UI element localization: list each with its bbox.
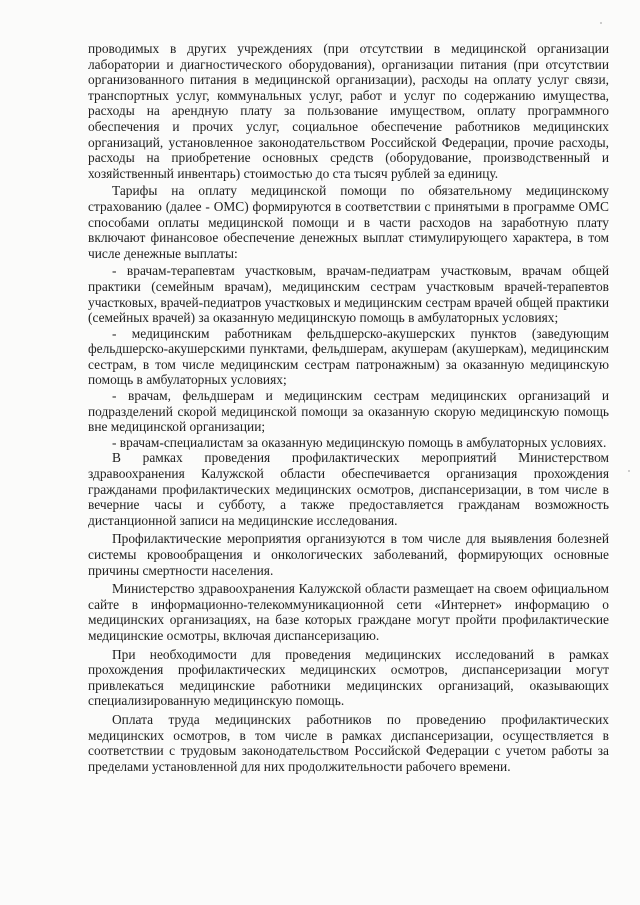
paragraph-ministry-website: Министерство здравоохранения Калужской области размещает на своем официальном сайте в информационно-телекоммуникационной сети «Интернет» информацию о медицинских организациях, на базе которых граждане могут пройти профилактические медицинские осмотры, включая диспансеризацию. — [88, 581, 609, 643]
paragraph-preventive-measures: В рамках проведения профилактических мероприятий Министерством здравоохранения Калужской области обеспечивается организация прохождения гражданами профилактических медицинских осмотров, диспансеризации, в том числе в вечерние часы и субботу, а также предоставляется гражданам возможность дистанционной записи на медицинские исследования. — [88, 450, 609, 528]
scan-speck — [600, 22, 602, 24]
list-item-feldsher-points: - медицинским работникам фельдшерско-акушерских пунктов (заведующим фельдшерско-акушерскими пунктами, фельдшерам, акушерам (акушеркам), медицинским сестрам, в том числе медицинским сестрам патронажным) за оказанную медицинскую помощь в амбулаторных условиях; — [88, 325, 609, 388]
paragraph-preventive-purpose: Профилактические мероприятия организуются в том числе для выявления болезней системы кровообращения и онкологических заболеваний, формирующих основные причины смертности населения. — [88, 531, 609, 578]
document-body — [88, 41, 609, 774]
list-item-district-doctors: - врачам-терапевтам участковым, врачам-педиатрам участковым, врачам общей практики (семейным врачам), медицинским сестрам участковым врачей-терапевтов участковых, врачей-педиатров участковых и медицинским сестрам врачей общей практики (семейных врачей) за оказанную медицинскую помощь в амбулаторных условиях; — [88, 263, 609, 326]
paragraph-payment-of-labor: Оплата труда медицинских работников по проведению профилактических медицинских осмотров, в том числе в рамках диспансеризации, осуществляется в соответствии с трудовым законодательством Российской Федерации с учетом работы за пределами установленной для них продолжительности рабочего времени. — [88, 711, 609, 774]
list-item-emergency-care: - врачам, фельдшерам и медицинским сестрам медицинских организаций и подразделений скорой медицинской помощи за оказанную скорую медицинскую помощь вне медицинской организации; — [88, 388, 609, 435]
scan-speck — [628, 470, 630, 472]
paragraph-expenses-continuation: проводимых в других учреждениях (при отсутствии в медицинской организации лаборатории и диагностического оборудования), организации питания (при отсутствии организованного питания в медицинской организации), расходы на оплату услуг связи, транспортных услуг, коммунальных услуг, работ и услуг по содержанию имущества, расходы на арендную плату за пользование имуществом, оплату программного обеспечения и прочих услуг, социальное обеспечение работников медицинских организаций, установленное законодательством Российской Федерации, прочие расходы, расходы на приобретение основных средств (оборудование, производственный и хозяйственный инвентарь) стоимостью до ста тысяч рублей за единицу. — [88, 41, 609, 181]
list-item-specialists: - врачам-специалистам за оказанную медицинскую помощь в амбулаторных условиях. — [112, 434, 607, 450]
paragraph-tariffs: Тарифы на оплату медицинской помощи по обязательному медицинскому страхованию (далее - ОМС) формируются в соответствии с принятыми в программе ОМС способами оплаты медицинской помощи и в части расходов на заработную плату включают финансовое обеспечение денежных выплат стимулирующего характера, в том числе денежные выплаты: — [88, 183, 609, 261]
paragraph-specialist-involvement: При необходимости для проведения медицинских исследований в рамках прохождения профилактических медицинских осмотров, диспансеризации могут привлекаться медицинские работники медицинских организаций, оказывающих специализированную медицинскую помощь. — [88, 646, 609, 709]
